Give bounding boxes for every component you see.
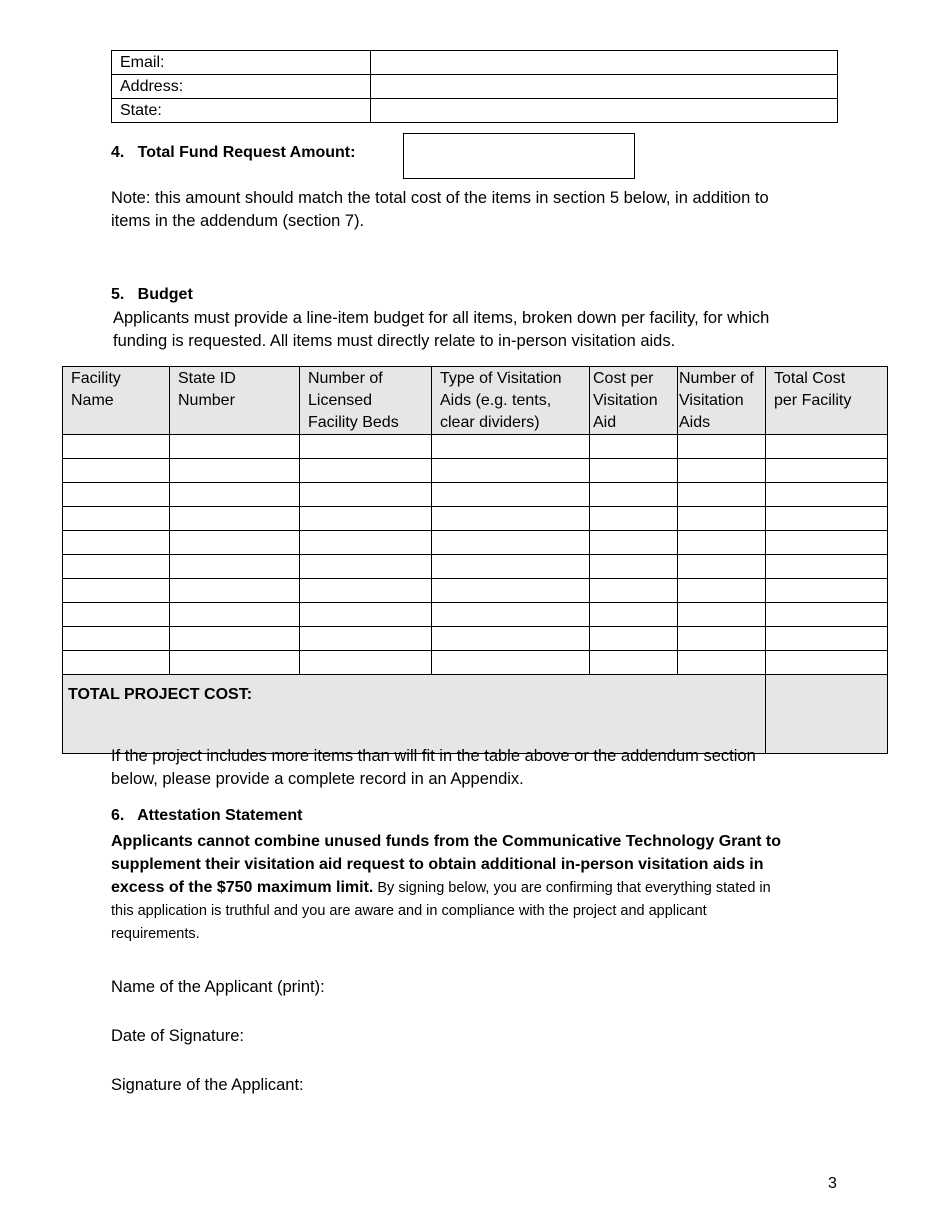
budget-cell[interactable] — [766, 459, 888, 483]
budget-cell[interactable] — [678, 627, 766, 651]
header-state-id: State ID Number — [170, 367, 300, 435]
budget-cell[interactable] — [170, 483, 300, 507]
budget-cell[interactable] — [678, 555, 766, 579]
budget-cell[interactable] — [766, 435, 888, 459]
budget-cell[interactable] — [678, 483, 766, 507]
contact-table — [111, 50, 838, 123]
budget-cell[interactable] — [766, 603, 888, 627]
contact-row-state — [112, 99, 838, 123]
budget-cell[interactable] — [432, 483, 590, 507]
budget-cell[interactable] — [590, 579, 678, 603]
budget-cell[interactable] — [300, 579, 432, 603]
budget-cell[interactable] — [432, 651, 590, 675]
page-number: 3 — [828, 1175, 837, 1192]
state-field[interactable] — [371, 99, 838, 123]
note-line: Note: this amount should match the total cost of the items in section 5 below, in addition to — [111, 189, 769, 207]
budget-cell[interactable] — [590, 483, 678, 507]
section-4-note — [111, 187, 871, 233]
budget-cell[interactable] — [170, 507, 300, 531]
budget-cell[interactable] — [63, 531, 170, 555]
budget-cell[interactable] — [300, 435, 432, 459]
budget-cell[interactable] — [432, 459, 590, 483]
budget-cell[interactable] — [766, 507, 888, 531]
budget-cell[interactable] — [300, 627, 432, 651]
contact-row-email — [112, 51, 838, 75]
attestation-bold-line: Applicants cannot combine unused funds from the Communicative Technology Grant to — [111, 833, 781, 850]
fund-request-amount-field[interactable] — [403, 133, 635, 179]
budget-cell[interactable] — [300, 531, 432, 555]
address-field[interactable] — [371, 75, 838, 99]
address-label: Address: — [112, 75, 371, 99]
budget-cell[interactable] — [170, 579, 300, 603]
budget-cell[interactable] — [590, 507, 678, 531]
budget-total-row — [63, 675, 888, 754]
budget-cell[interactable] — [170, 651, 300, 675]
total-project-cost-label: TOTAL PROJECT COST: — [63, 675, 766, 754]
budget-cell[interactable] — [300, 459, 432, 483]
budget-cell[interactable] — [432, 531, 590, 555]
state-label: State: — [112, 99, 371, 123]
budget-cell[interactable] — [300, 603, 432, 627]
budget-header-row — [63, 367, 888, 435]
budget-cell[interactable] — [678, 531, 766, 555]
contact-row-address — [112, 75, 838, 99]
budget-cell[interactable] — [170, 531, 300, 555]
budget-cell[interactable] — [432, 435, 590, 459]
budget-cell[interactable] — [63, 651, 170, 675]
budget-cell[interactable] — [63, 507, 170, 531]
budget-cell[interactable] — [766, 483, 888, 507]
budget-cell[interactable] — [300, 651, 432, 675]
budget-cell[interactable] — [590, 555, 678, 579]
budget-cell[interactable] — [678, 651, 766, 675]
applicant-name-label: Name of the Applicant (print): — [111, 978, 325, 996]
budget-row — [63, 483, 888, 507]
section-5-intro — [113, 307, 873, 353]
budget-row — [63, 555, 888, 579]
header-cost-per-aid: Cost per Visitation Aid — [590, 367, 678, 435]
budget-row — [63, 459, 888, 483]
header-number-of-aids: Number of Visitation Aids — [678, 367, 766, 435]
intro-line: funding is requested. All items must directly relate to in-person visitation aids. — [113, 332, 676, 350]
appendix-note-line: If the project includes more items than will fit in the table above or the addendum section — [111, 747, 756, 765]
budget-cell[interactable] — [766, 651, 888, 675]
budget-cell[interactable] — [590, 459, 678, 483]
budget-row — [63, 603, 888, 627]
budget-cell[interactable] — [590, 531, 678, 555]
budget-cell[interactable] — [300, 555, 432, 579]
budget-row — [63, 627, 888, 651]
budget-cell[interactable] — [432, 627, 590, 651]
budget-cell[interactable] — [766, 627, 888, 651]
budget-cell[interactable] — [432, 507, 590, 531]
header-aid-type: Type of Visitation Aids (e.g. tents, clear dividers) — [432, 367, 590, 435]
budget-cell[interactable] — [63, 435, 170, 459]
signature-date-label: Date of Signature: — [111, 1027, 244, 1045]
note-line: items in the addendum (section 7). — [111, 212, 365, 230]
attestation-text: requirements. — [111, 926, 200, 942]
header-total-cost: Total Cost per Facility — [766, 367, 888, 435]
budget-cell[interactable] — [170, 435, 300, 459]
budget-cell[interactable] — [300, 507, 432, 531]
attestation-statement — [111, 830, 851, 946]
budget-cell[interactable] — [766, 531, 888, 555]
section-5-appendix-note — [111, 745, 871, 791]
attestation-bold-line: excess of the $750 maximum limit. — [111, 879, 374, 896]
budget-cell[interactable] — [63, 483, 170, 507]
total-project-cost-field[interactable] — [766, 675, 888, 754]
budget-cell[interactable] — [766, 555, 888, 579]
appendix-note-line: below, please provide a complete record in an Appendix. — [111, 770, 524, 788]
budget-cell[interactable] — [170, 459, 300, 483]
budget-cell[interactable] — [63, 603, 170, 627]
budget-cell[interactable] — [678, 579, 766, 603]
budget-row — [63, 507, 888, 531]
attestation-text: By signing below, you are confirming that everything stated in — [373, 880, 771, 896]
budget-cell[interactable] — [590, 603, 678, 627]
budget-cell[interactable] — [678, 603, 766, 627]
budget-cell[interactable] — [432, 555, 590, 579]
intro-line: Applicants must provide a line-item budget for all items, broken down per facility, for which — [113, 309, 770, 327]
budget-cell[interactable] — [590, 435, 678, 459]
section-5-title: 5. Budget — [111, 286, 193, 303]
budget-cell[interactable] — [432, 579, 590, 603]
budget-cell[interactable] — [63, 555, 170, 579]
budget-row — [63, 435, 888, 459]
budget-cell[interactable] — [63, 459, 170, 483]
budget-body — [63, 435, 888, 754]
budget-cell[interactable] — [63, 579, 170, 603]
budget-table — [62, 366, 888, 754]
attestation-text: this application is truthful and you are aware and in compliance with the project and applicant — [111, 903, 707, 919]
budget-cell[interactable] — [678, 459, 766, 483]
section-6-title: 6. Attestation Statement — [111, 807, 303, 824]
budget-row — [63, 651, 888, 675]
budget-cell[interactable] — [590, 651, 678, 675]
applicant-signature-label: Signature of the Applicant: — [111, 1076, 304, 1094]
budget-cell[interactable] — [678, 507, 766, 531]
header-licensed-beds: Number of Licensed Facility Beds — [300, 367, 432, 435]
budget-cell[interactable] — [63, 627, 170, 651]
budget-cell[interactable] — [170, 555, 300, 579]
budget-cell[interactable] — [432, 603, 590, 627]
budget-cell[interactable] — [300, 483, 432, 507]
budget-cell[interactable] — [766, 579, 888, 603]
budget-cell[interactable] — [170, 627, 300, 651]
email-field[interactable] — [371, 51, 838, 75]
email-label: Email: — [112, 51, 371, 75]
budget-row — [63, 531, 888, 555]
header-facility-name: Facility Name — [63, 367, 170, 435]
budget-cell[interactable] — [170, 603, 300, 627]
budget-cell[interactable] — [590, 627, 678, 651]
attestation-bold-line: supplement their visitation aid request to obtain additional in-person visitation aids in — [111, 856, 764, 873]
budget-cell[interactable] — [678, 435, 766, 459]
budget-row — [63, 579, 888, 603]
section-4-title: 4. Total Fund Request Amount: — [111, 144, 356, 161]
